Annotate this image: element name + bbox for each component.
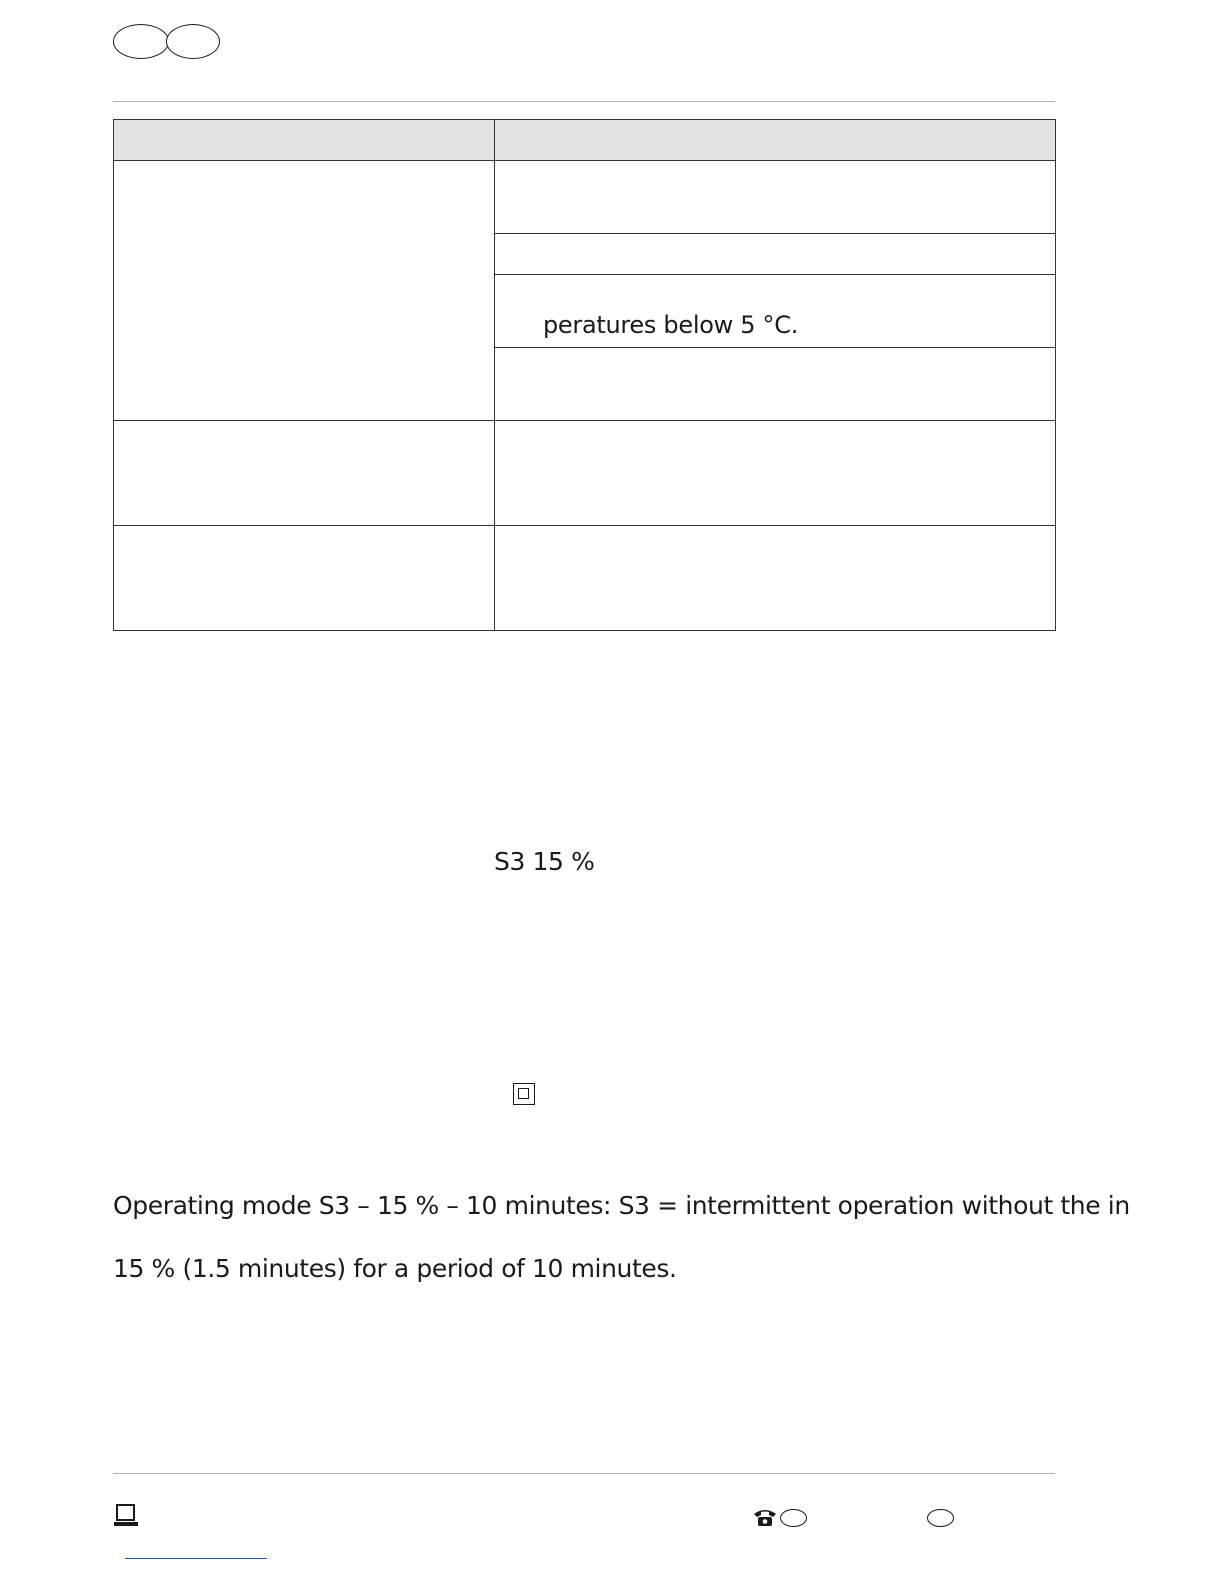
table-cell-right	[495, 348, 1056, 421]
footer-link-underline[interactable]	[125, 1558, 267, 1559]
table-cell-right	[495, 161, 1056, 234]
country-oval-right	[166, 24, 220, 59]
double-insulation-icon	[513, 1083, 535, 1105]
table-cell-right	[495, 234, 1056, 275]
footer-country-oval-right	[927, 1509, 954, 1527]
header-rule	[113, 101, 1055, 102]
table-row	[114, 526, 1056, 631]
table-row	[114, 161, 1056, 234]
table-cell-right	[495, 275, 1056, 348]
table-cell-left	[114, 421, 495, 526]
footer-country-oval-phone	[780, 1509, 807, 1527]
troubleshooting-table	[113, 119, 1056, 631]
table-header-cell-left	[114, 120, 495, 161]
table-header-row	[114, 120, 1056, 161]
footer-rule	[113, 1473, 1055, 1474]
table-header-cell-right	[495, 120, 1056, 161]
table-cell-left	[114, 161, 495, 421]
cell-text-temperature: peratures below 5 °C.	[543, 311, 799, 339]
table-cell-right	[495, 421, 1056, 526]
phone-icon	[752, 1507, 778, 1527]
operating-mode-line-2: 15 % (1.5 minutes) for a period of 10 minutes.	[113, 1254, 677, 1283]
laptop-icon	[112, 1503, 140, 1529]
rating-value: S3 15 %	[494, 847, 595, 876]
table-cell-right	[495, 526, 1056, 631]
country-oval-left	[113, 24, 169, 59]
table-row	[114, 421, 1056, 526]
table-cell-left	[114, 526, 495, 631]
operating-mode-line-1: Operating mode S3 – 15 % – 10 minutes: S3 = intermittent operation without the in	[113, 1191, 1130, 1220]
